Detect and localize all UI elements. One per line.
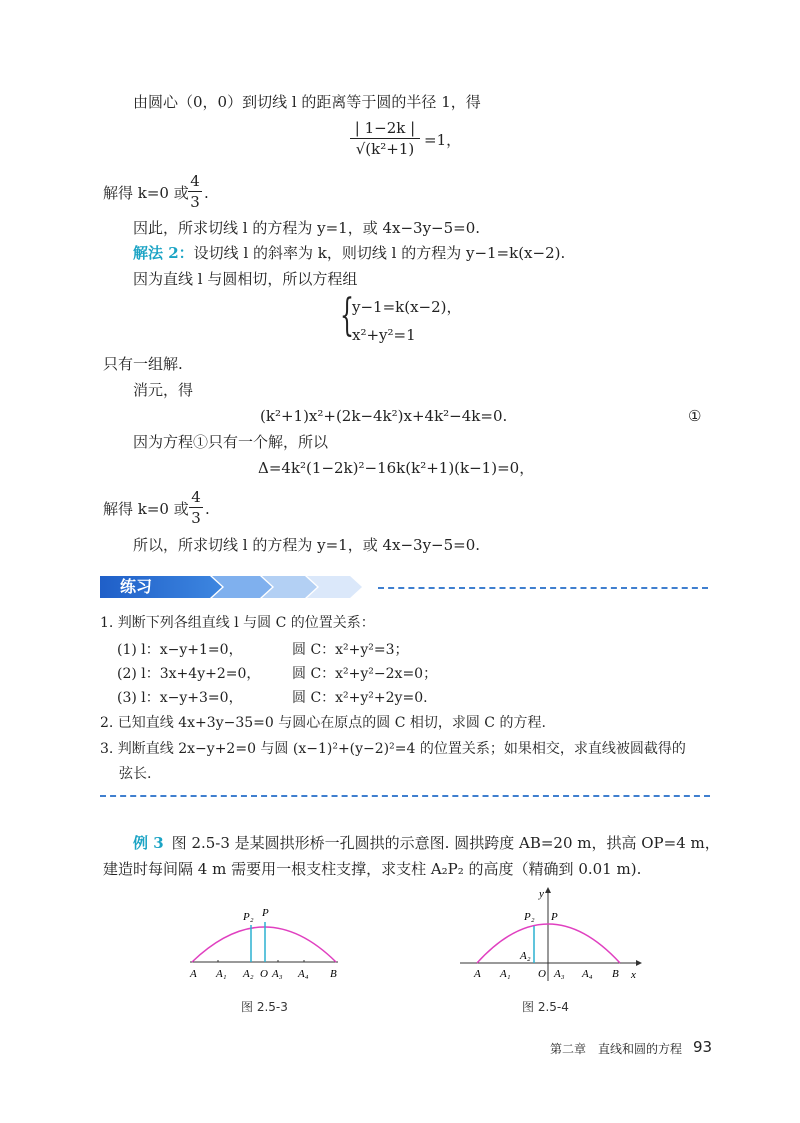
fraction-numerator: 4 (188, 171, 202, 192)
label-A1: A₁ (500, 968, 511, 980)
label-A1: A₁ (216, 968, 227, 980)
fraction-numerator: 4 (189, 487, 203, 508)
period: . (204, 184, 209, 202)
method-2-text: 设切线 l 的斜率为 k，则切线 l 的方程为 y−1=k(x−2). (193, 244, 566, 262)
fraction-denominator: √(k²+1) (355, 140, 415, 158)
label-B: B (330, 968, 337, 980)
system-eq-1: y−1=k(x−2)， (352, 298, 462, 316)
label-A: A (190, 968, 197, 980)
label-A3: A₃ (272, 968, 283, 980)
label-A3: A₃ (554, 968, 565, 980)
dashed-divider-top (378, 587, 708, 589)
label-B: B (612, 968, 619, 980)
example-text-1: 图 2.5-3 是某圆拱形桥一孔圆拱的示意图. 圆拱跨度 AB=20 m，拱高 OP=4 m， (171, 834, 720, 852)
label-A2: A₂ (243, 968, 254, 980)
label-P2: P₂ (243, 911, 254, 923)
label-A2: A₂ (520, 950, 531, 962)
example-line-2: 建造时每间隔 4 m 需要用一根支柱支撑，求支柱 A₂P₂ 的高度（精确到 0.01 m). (103, 860, 642, 878)
text-line-7: 因为方程①只有一个解，所以 (133, 433, 329, 451)
exercise-q1: 1. 判断下列各组直线 l 与圆 C 的位置关系： (100, 615, 375, 631)
exercise-q1-item-1-line: (1) l：x−y+1=0， (117, 642, 243, 658)
example-label: 例 3 (133, 834, 164, 852)
fraction-four-thirds (188, 171, 202, 212)
label-x: x (631, 969, 636, 981)
exercise-title: 练习 (120, 577, 153, 596)
figure-caption-1: 图 2.5-3 (241, 1000, 288, 1014)
exercise-q1-item-3-circle: 圆 C：x²+y²+2y=0. (292, 690, 428, 706)
arch-curve (192, 927, 336, 962)
label-P: P (262, 907, 269, 919)
text-line-2: 解得 k=0 或 (103, 184, 189, 202)
text-line-5: 只有一组解. (103, 355, 183, 373)
exercise-q3-line-2: 弦长. (119, 766, 152, 782)
label-A4: A₄ (582, 968, 593, 980)
fraction-denominator: 3 (190, 193, 200, 211)
equation-rhs: =1， (424, 131, 462, 149)
equation-2: (k²+1)x²+(2k−4k²)x+4k²−4k=0. (260, 407, 508, 425)
exercise-q1-item-2-line: (2) l：3x+4y+2=0， (117, 666, 261, 682)
method-2-label: 解法 2： (133, 244, 194, 262)
label-A: A (474, 968, 481, 980)
dashed-divider-bottom (100, 795, 710, 797)
exercise-q3-line-1: 3. 判断直线 2x−y+2=0 与圆 (x−1)²+(y−2)²=4 的位置关系；如果相交，求直线被圆截得的 (100, 741, 686, 757)
label-P2: P₂ (524, 911, 535, 923)
text-line-9: 所以，所求切线 l 的方程为 y=1，或 4x−3y−5=0. (133, 536, 481, 554)
label-O: O (260, 968, 268, 980)
label-P: P (551, 911, 558, 923)
equation-3: Δ=4k²(1−2k)²−16k(k²+1)(k−1)=0， (258, 459, 535, 477)
method-2-line (133, 243, 565, 263)
footer-chapter: 第二章 直线和圆的方程 (550, 1042, 683, 1056)
text-line-6: 消元，得 (133, 381, 194, 399)
example-line-1 (133, 833, 720, 853)
label-A4: A₄ (298, 968, 309, 980)
fraction-numerator: | 1−2k | (350, 118, 420, 139)
exercise-q1-item-1-circle: 圆 C：x²+y²=3； (292, 642, 409, 658)
label-O: O (538, 968, 546, 980)
exercise-q1-item-3-line: (3) l：x−y+3=0， (117, 690, 243, 706)
fraction-distance (350, 118, 420, 159)
exercise-q2: 2. 已知直线 4x+3y−35=0 与圆心在原点的圆 C 相切，求圆 C 的方程. (100, 715, 546, 731)
exercise-q1-item-2-circle: 圆 C：x²+y²−2x=0； (292, 666, 438, 682)
page-number: 93 (693, 1038, 713, 1056)
figure-caption-2: 图 2.5-4 (522, 1000, 569, 1014)
figure-2-5-4 (460, 885, 650, 985)
text-line-1: 由圆心（0，0）到切线 l 的距离等于圆的半径 1，得 (133, 93, 481, 111)
system-eq-2: x²+y²=1 (352, 326, 416, 344)
brace: { (340, 290, 354, 341)
label-y: y (539, 888, 544, 900)
text-line-8: 解得 k=0 或 (103, 500, 189, 518)
text-line-3: 因此，所求切线 l 的方程为 y=1，或 4x−3y−5=0. (133, 219, 481, 237)
figure-2-5-3 (180, 898, 360, 983)
text-line-4: 因为直线 l 与圆相切，所以方程组 (133, 270, 358, 288)
fraction-four-thirds-2 (189, 487, 203, 528)
fraction-denominator: 3 (191, 509, 201, 527)
period: . (205, 500, 210, 518)
equation-tag: ① (688, 407, 702, 425)
